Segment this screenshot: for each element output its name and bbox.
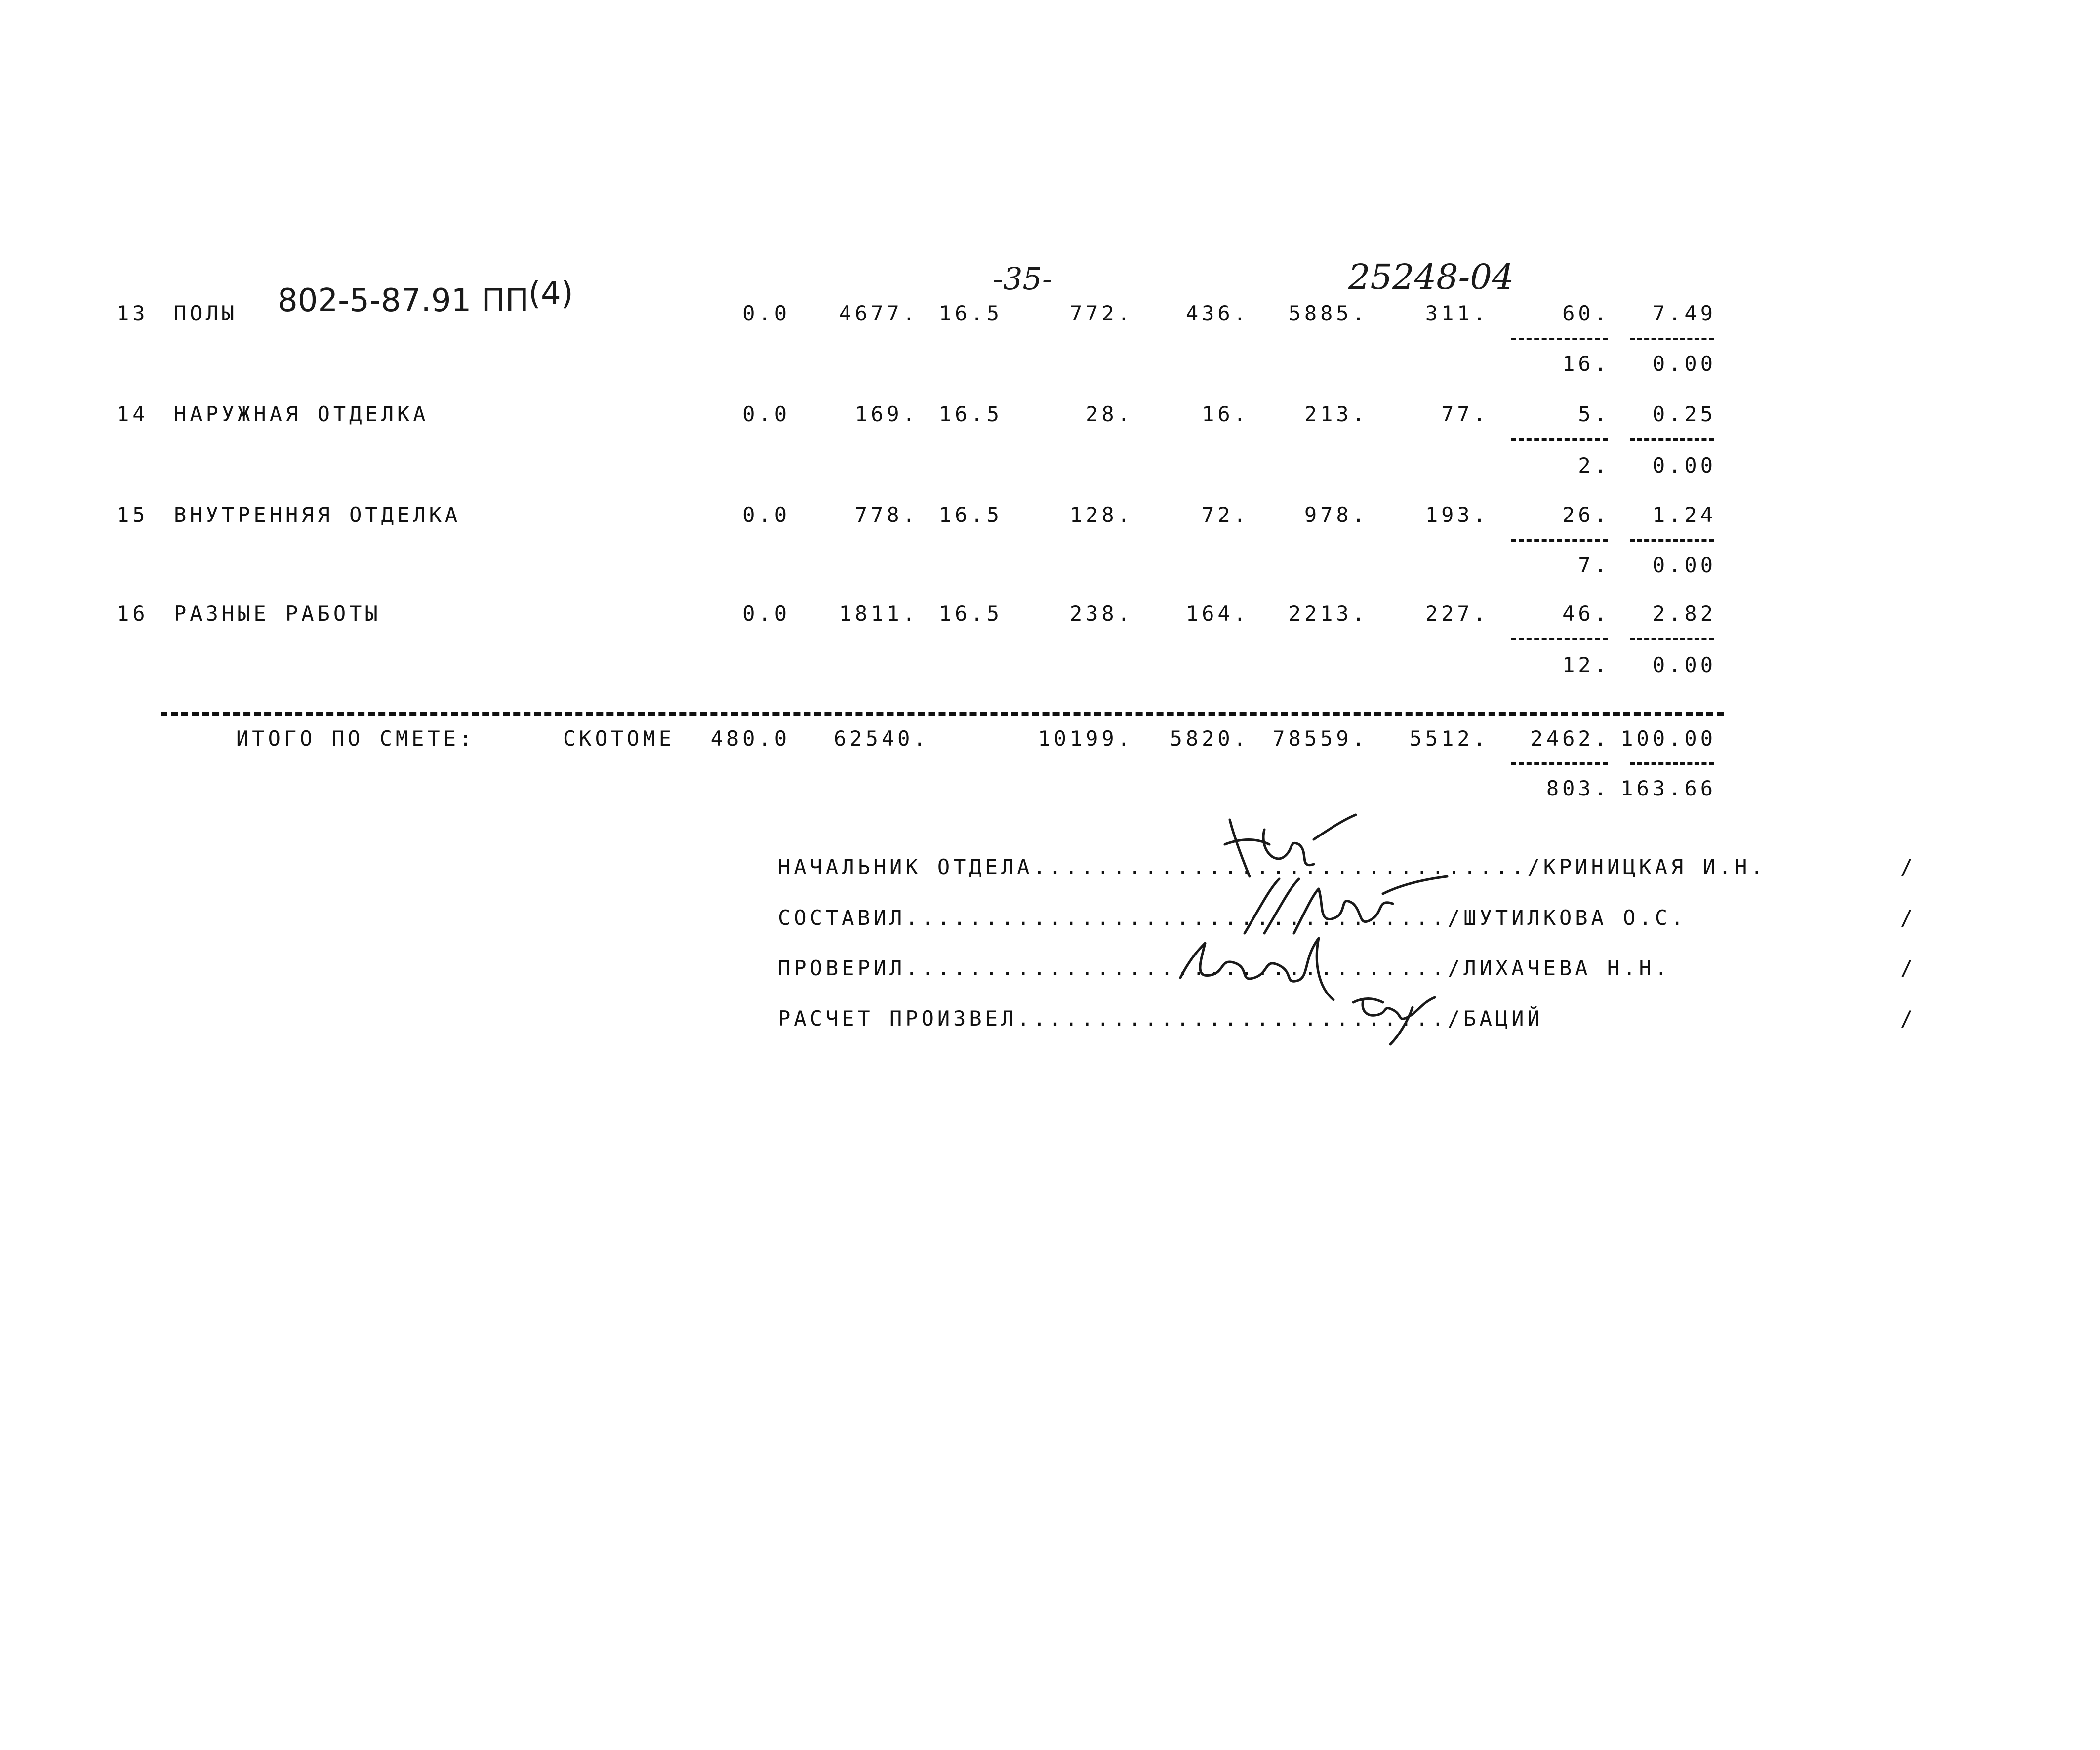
subtotal-divider xyxy=(1511,638,1608,640)
signature-slash: / xyxy=(1900,855,1917,879)
cell: 2.82 xyxy=(1652,601,1716,626)
cell: 227. xyxy=(1425,601,1489,626)
cell: 10199. xyxy=(1038,726,1133,751)
cell: 5512. xyxy=(1409,726,1489,751)
signature-line-checked: ПРОВЕРИЛ................................../ЛИХАЧЕВА Н.Н. xyxy=(778,956,1671,980)
cell: 772. xyxy=(1069,301,1133,325)
cell: 72. xyxy=(1202,503,1250,527)
cell: 169. xyxy=(854,402,919,426)
cell: 100.00 xyxy=(1620,726,1716,751)
row-name: ПОЛЫ xyxy=(174,301,238,325)
cell: 213. xyxy=(1304,402,1368,426)
signature-slash: / xyxy=(1900,1006,1917,1031)
cell: 128. xyxy=(1069,503,1133,527)
cell: 0.0 xyxy=(742,301,790,325)
cell: 62540. xyxy=(834,726,929,751)
cell: 16. xyxy=(1562,352,1610,376)
cell: 0.00 xyxy=(1652,352,1716,376)
subtotal-divider xyxy=(1511,438,1608,441)
cell: 436. xyxy=(1185,301,1250,325)
cell: 16.5 xyxy=(938,301,1003,325)
cell: 16.5 xyxy=(938,402,1003,426)
sheet-mark: (4) xyxy=(528,276,573,312)
row-number: 13 xyxy=(117,301,149,325)
cell: 16.5 xyxy=(938,601,1003,626)
cell: 5885. xyxy=(1288,301,1368,325)
cell: 77. xyxy=(1441,402,1489,426)
cell: 2213. xyxy=(1288,601,1368,626)
total-separator xyxy=(161,712,1724,716)
subtotal-divider xyxy=(1511,539,1608,542)
cell: 0.0 xyxy=(742,402,790,426)
signature-likhacheva xyxy=(1171,928,1348,1002)
cell: 0.00 xyxy=(1652,553,1716,577)
cell: 1.24 xyxy=(1652,503,1716,527)
row-name: ВНУТРЕННЯЯ ОТДЕЛКА xyxy=(174,503,461,527)
signature-krinitskaya xyxy=(1215,810,1363,884)
cell: 480.0 xyxy=(710,726,790,751)
signature-line-compiled: СОСТАВИЛ................................../ШУТИЛКОВА О.С. xyxy=(778,906,1687,930)
row-name: РАЗНЫЕ РАБОТЫ xyxy=(174,601,381,626)
cell: 978. xyxy=(1304,503,1368,527)
cell: 7. xyxy=(1578,553,1610,577)
signature-line-calculated: РАСЧЕТ ПРОИЗВЕЛ.........................../БАЦИЙ xyxy=(778,1006,1543,1031)
signature-slash: / xyxy=(1900,956,1917,980)
signature-batsiy xyxy=(1343,988,1442,1047)
cell: 0.0 xyxy=(742,503,790,527)
cell: 311. xyxy=(1425,301,1489,325)
row-number: 14 xyxy=(117,402,149,426)
cell: 778. xyxy=(854,503,919,527)
cell: 2. xyxy=(1578,453,1610,477)
cell: 5820. xyxy=(1170,726,1250,751)
cell: 12. xyxy=(1562,653,1610,677)
cell: 0.25 xyxy=(1652,402,1716,426)
document-code: 25248-04 xyxy=(1348,257,1514,297)
row-name: НАРУЖНАЯ ОТДЕЛКА xyxy=(174,402,429,426)
signature-slash: / xyxy=(1900,906,1917,930)
subtotal-divider xyxy=(1511,762,1608,765)
total-label: ИТОГО ПО СМЕТЕ: xyxy=(236,726,476,751)
row-number: 15 xyxy=(117,503,149,527)
cell: 0.0 xyxy=(742,601,790,626)
subtotal-divider xyxy=(1630,438,1714,441)
project-reference: 802-5-87.91 ПП xyxy=(278,282,529,319)
subtotal-divider xyxy=(1630,762,1714,765)
cell: 4677. xyxy=(839,301,919,325)
cell: 46. xyxy=(1562,601,1610,626)
cell: 803. xyxy=(1546,776,1610,800)
cell: 1811. xyxy=(839,601,919,626)
subtotal-divider xyxy=(1630,338,1714,340)
subtotal-divider xyxy=(1511,338,1608,340)
cell: 7.49 xyxy=(1652,301,1716,325)
cell: 16.5 xyxy=(938,503,1003,527)
cell: 5. xyxy=(1578,402,1610,426)
cell: 60. xyxy=(1562,301,1610,325)
cell: 238. xyxy=(1069,601,1133,626)
subtotal-divider xyxy=(1630,638,1714,640)
cell: 0.00 xyxy=(1652,453,1716,477)
cell: 16. xyxy=(1202,402,1250,426)
cell: 163.66 xyxy=(1620,776,1716,800)
subtotal-divider xyxy=(1630,539,1714,542)
cell: 0.00 xyxy=(1652,653,1716,677)
signature-line-head: НАЧАЛЬНИК ОТДЕЛА.............................../КРИНИЦКАЯ И.Н. xyxy=(778,855,1767,879)
row-number: 16 xyxy=(117,601,149,626)
cell: 26. xyxy=(1562,503,1610,527)
cell: 2462. xyxy=(1530,726,1610,751)
cell: 28. xyxy=(1086,402,1133,426)
page-number: -35- xyxy=(993,261,1052,297)
cell: 78559. xyxy=(1272,726,1368,751)
cell: 164. xyxy=(1185,601,1250,626)
cell: 193. xyxy=(1425,503,1489,527)
estimate-code: СКОТОМЕ xyxy=(563,726,675,751)
